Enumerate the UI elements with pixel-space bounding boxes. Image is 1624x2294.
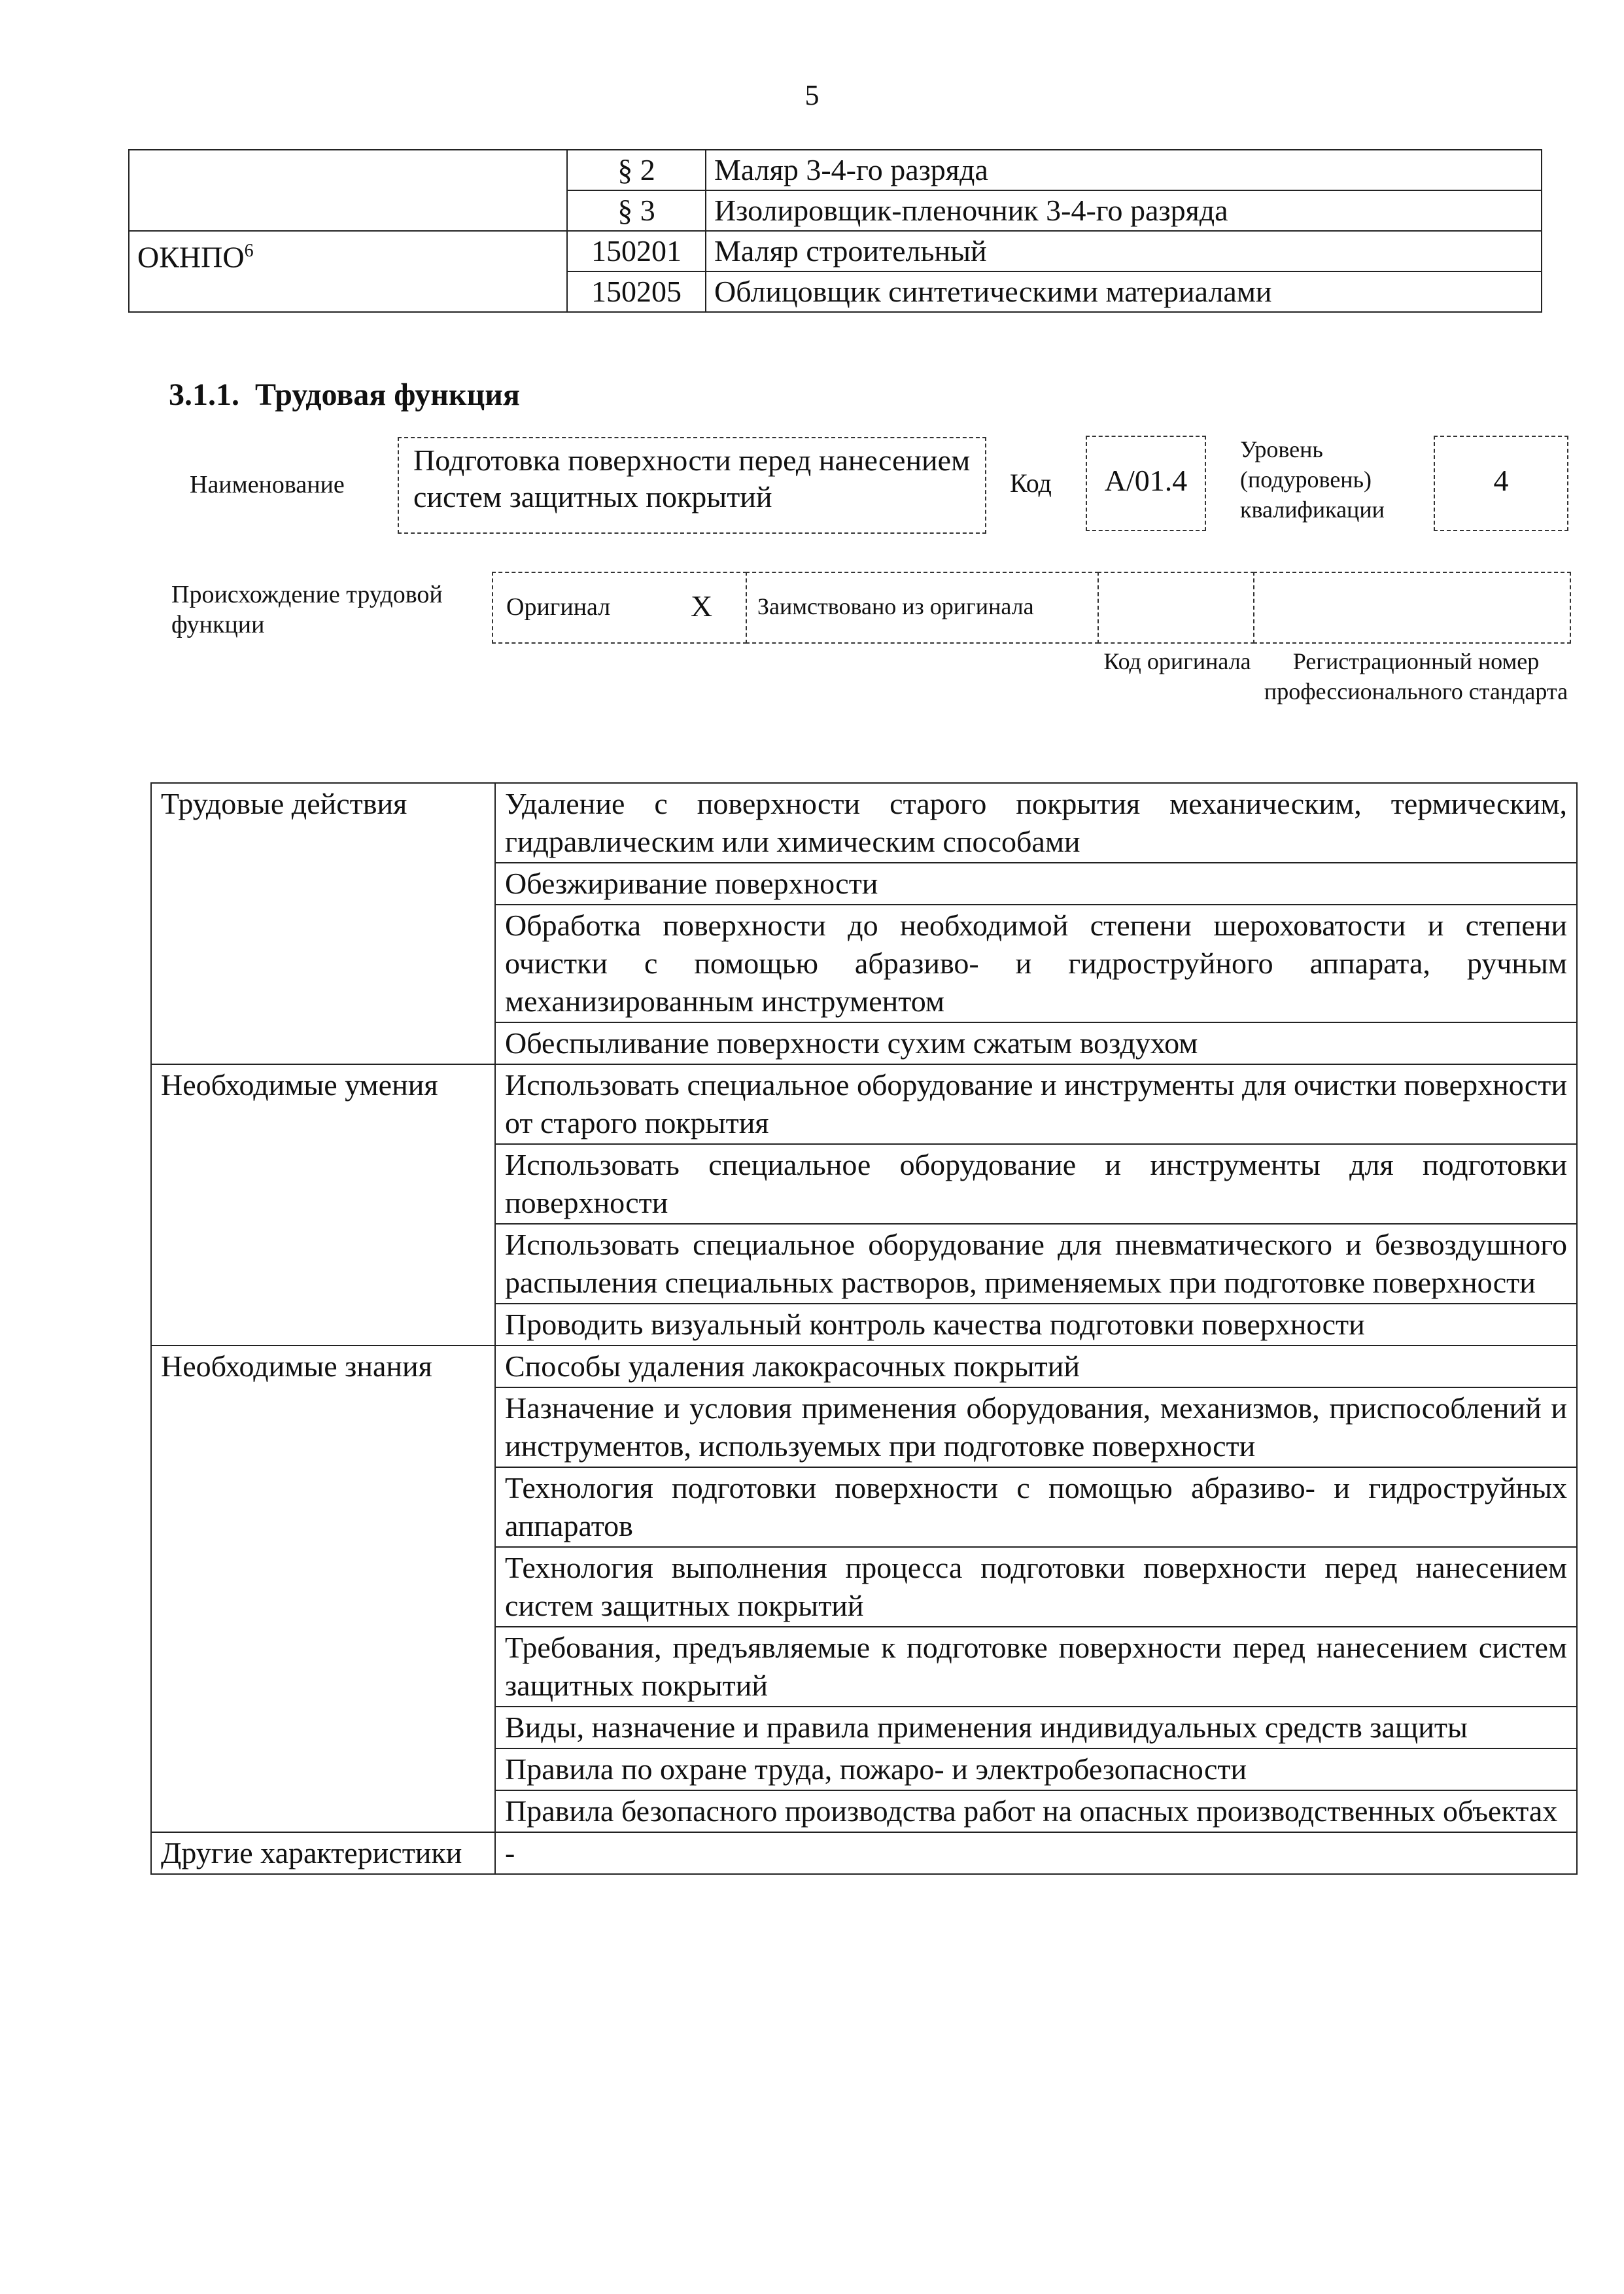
code-label: Код xyxy=(1010,468,1052,498)
function-name: Подготовка поверхности перед нанесением систем защитных покрытий xyxy=(413,443,971,513)
category-cell: Необходимые умения xyxy=(151,1064,495,1346)
reg-number-caption: Регистрационный номер профессионального стандарта xyxy=(1264,648,1568,704)
section-number: 3.1.1. xyxy=(169,377,239,412)
name-cell: Облицовщик синтетическими материалами xyxy=(706,271,1542,312)
category-cell: Другие характеристики xyxy=(151,1832,495,1874)
function-name-box xyxy=(398,437,986,534)
item-cell: Использовать специальное оборудование для пневматического и безвоздушного распыления специальных растворов, применяемых при подготовке поверхности xyxy=(495,1224,1577,1304)
table-row xyxy=(151,1064,1577,1144)
level-value: 4 xyxy=(1493,464,1509,497)
table-row xyxy=(129,231,1542,271)
borrowed-box xyxy=(746,572,1099,644)
table-row xyxy=(151,1346,1577,1387)
section-heading: Трудовая функция xyxy=(255,377,520,412)
item-cell: Технология выполнения процесса подготовки поверхности перед нанесением систем защитных покрытий xyxy=(495,1547,1577,1627)
item-cell: Правила по охране труда, пожаро- и электробезопасности xyxy=(495,1748,1577,1790)
item-cell: Обработка поверхности до необходимой степени шероховатости и степени очистки с помощью абразиво- и гидроструйного аппарата, ручным механизированным инструментом xyxy=(495,905,1577,1022)
function-details-table xyxy=(150,782,1578,1875)
original-code-caption: Код оригинала xyxy=(1103,648,1251,674)
name-cell: Изолировщик-пленочник 3-4-го разряда xyxy=(706,190,1542,231)
original-box xyxy=(492,572,747,644)
table-row xyxy=(151,1832,1577,1874)
name-cell: Маляр 3-4-го разряда xyxy=(706,150,1542,190)
section-title xyxy=(169,377,520,413)
page-number: 5 xyxy=(804,79,820,111)
classification-table xyxy=(128,149,1542,313)
function-code: А/01.4 xyxy=(1104,464,1188,497)
function-code-box xyxy=(1086,436,1206,531)
code-cell: § 3 xyxy=(567,190,706,231)
item-cell: Требования, предъявляемые к подготовке поверхности перед нанесением систем защитных покрытий xyxy=(495,1627,1577,1707)
item-cell: Способы удаления лакокрасочных покрытий xyxy=(495,1346,1577,1387)
original-code-box xyxy=(1097,572,1254,644)
footnote-marker: 6 xyxy=(244,241,254,261)
item-cell: Технология подготовки поверхности с помощью абразиво- и гидроструйных аппаратов xyxy=(495,1467,1577,1547)
category-cell: Трудовые действия xyxy=(151,783,495,1064)
code-cell: § 2 xyxy=(567,150,706,190)
category-cell: Необходимые знания xyxy=(151,1346,495,1832)
level-box xyxy=(1434,436,1568,531)
item-cell: Назначение и условия применения оборудования, механизмов, приспособлений и инструментов, используемых при подготовке поверхности xyxy=(495,1387,1577,1467)
origin-label: Происхождение трудовой функции xyxy=(171,581,443,638)
item-cell: - xyxy=(495,1832,1577,1874)
classifier-cell xyxy=(129,190,567,231)
original-label: Оригинал xyxy=(506,593,611,621)
item-cell: Использовать специальное оборудование и инструменты для очистки поверхности от старого покрытия xyxy=(495,1064,1577,1144)
classifier-cell xyxy=(129,150,567,190)
table-row xyxy=(129,190,1542,231)
original-mark: Х xyxy=(691,589,713,623)
table-row xyxy=(151,783,1577,863)
item-cell: Удаление с поверхности старого покрытия механическим, термическим, гидравлическим или химическим способами xyxy=(495,783,1577,863)
item-cell: Использовать специальное оборудование и инструменты для подготовки поверхности xyxy=(495,1144,1577,1224)
borrowed-label: Заимствовано из оригинала xyxy=(757,593,1034,619)
item-cell: Виды, назначение и правила применения индивидуальных средств защиты xyxy=(495,1707,1577,1748)
code-cell: 150201 xyxy=(567,231,706,271)
classifier-name: ОКНПО xyxy=(137,240,245,274)
name-cell: Маляр строительный xyxy=(706,231,1542,271)
level-label: Уровень (подуровень) квалификации xyxy=(1240,436,1385,523)
item-cell: Обезжиривание поверхности xyxy=(495,863,1577,905)
item-cell: Правила безопасного производства работ на опасных производственных объектах xyxy=(495,1790,1577,1832)
reg-number-box xyxy=(1253,572,1571,644)
item-cell: Проводить визуальный контроль качества подготовки поверхности xyxy=(495,1304,1577,1346)
name-label: Наименование xyxy=(190,471,345,498)
code-cell: 150205 xyxy=(567,271,706,312)
item-cell: Обеспыливание поверхности сухим сжатым воздухом xyxy=(495,1022,1577,1064)
table-row xyxy=(129,150,1542,190)
classifier-cell xyxy=(129,231,567,312)
